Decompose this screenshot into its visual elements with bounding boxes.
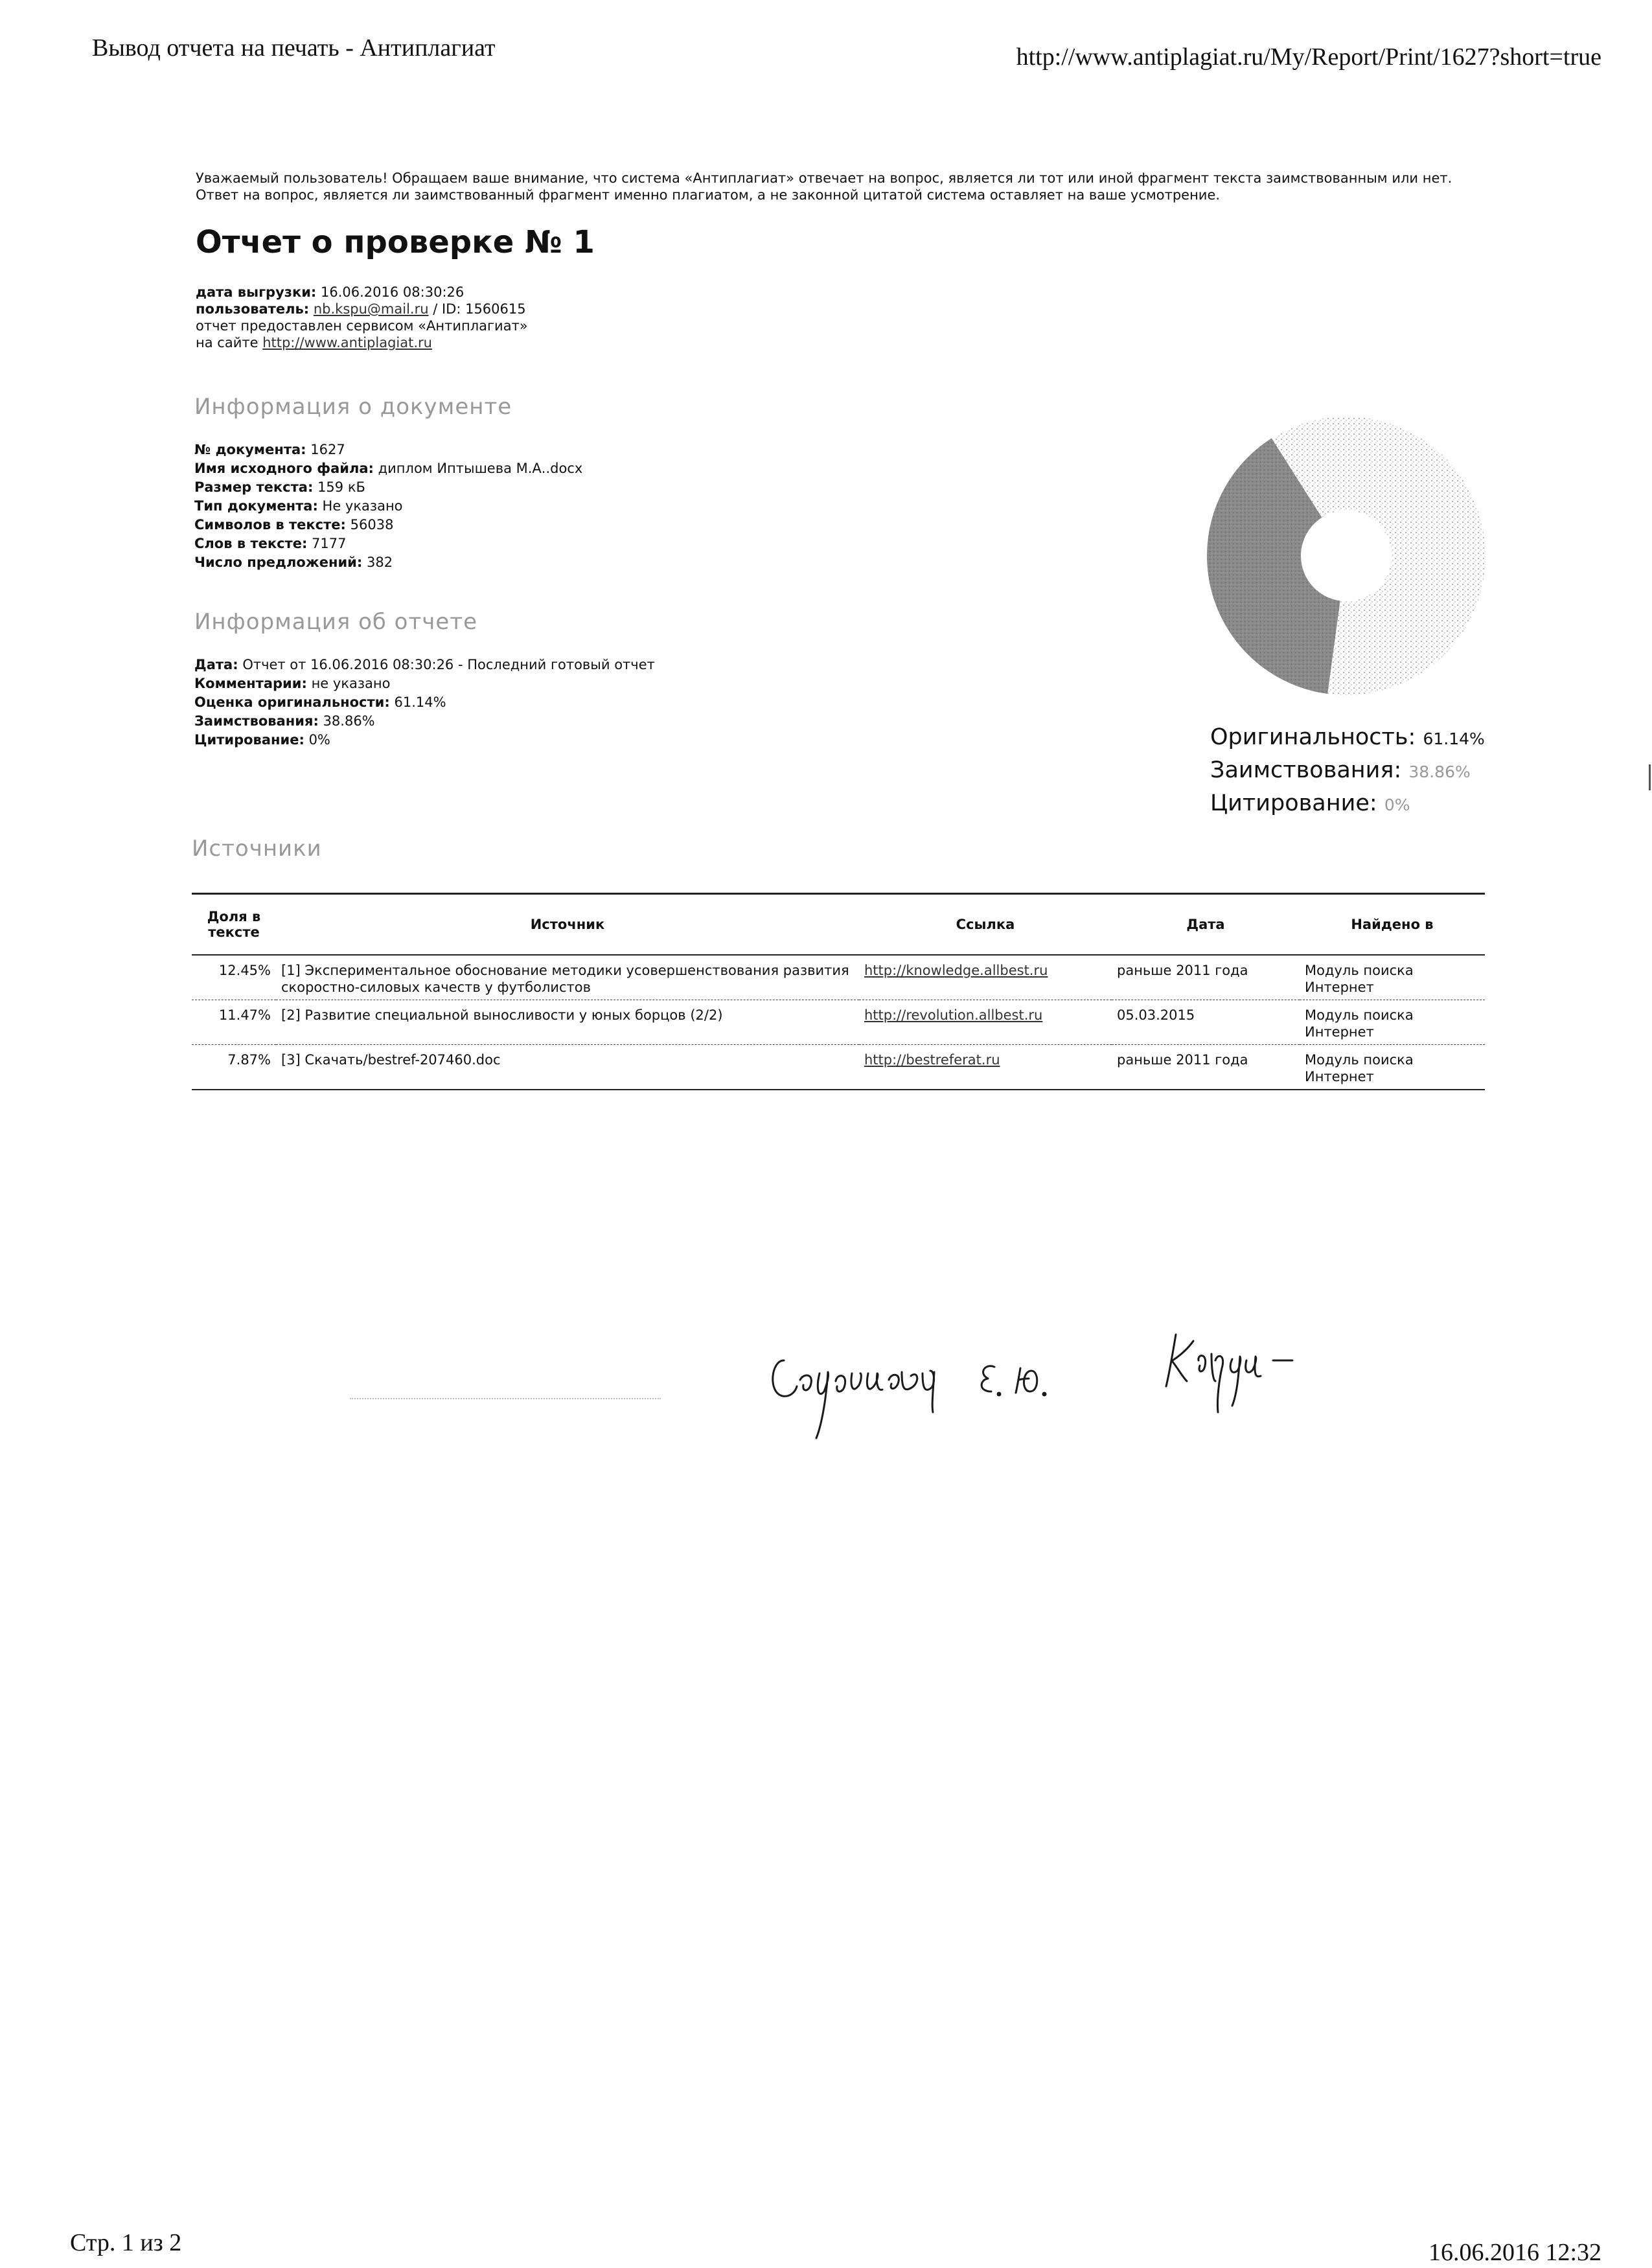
legend-originality-label: Оригинальность: <box>1210 724 1416 750</box>
doc-info-row <box>194 534 582 553</box>
doc-info-row <box>194 459 582 478</box>
doc-info-value: 56038 <box>350 517 394 533</box>
provided-prefix: на сайте <box>196 335 258 350</box>
cell-share: 11.47% <box>192 1000 276 1045</box>
cell-date: раньше 2011 года <box>1112 955 1300 1000</box>
doc-info-row <box>194 441 582 459</box>
report-info-value: 61.14% <box>394 694 446 710</box>
sources-header-row <box>192 894 1485 956</box>
report-info-row <box>194 674 655 693</box>
doc-info-label: Число предложений: <box>194 555 363 570</box>
table-row <box>192 1000 1485 1045</box>
scan-artifact-line <box>350 1398 661 1401</box>
report-info-heading: Информация об отчете <box>194 609 478 635</box>
handwritten-signature <box>764 1309 1425 1445</box>
report-info-label: Оценка оригинальности: <box>194 694 390 710</box>
scan-edge-mark <box>1649 764 1651 790</box>
doc-info-value: 1627 <box>310 442 345 457</box>
legend-citation <box>1210 788 1485 821</box>
user-id: / ID: 1560615 <box>433 301 526 317</box>
pie-slices <box>1207 417 1486 695</box>
doc-info-label: Размер текста: <box>194 479 314 495</box>
doc-info-list <box>194 441 582 572</box>
report-info-value: 0% <box>308 732 330 748</box>
report-meta <box>196 284 528 351</box>
report-title: Отчет о проверке № 1 <box>196 224 595 260</box>
cell-link[interactable]: http://knowledge.allbest.ru <box>864 963 1048 978</box>
print-header-title: Вывод отчета на печать - Антиплагиат <box>92 34 496 62</box>
col-source: Источник <box>276 894 859 956</box>
originality-pie-chart <box>1197 407 1495 705</box>
notice-text: Уважаемый пользователь! Обращаем ваше внимание, что система «Антиплагиат» отвечает на вопрос, является ли тот или иной фрагмент текста заимствованным или нет. Ответ на вопрос, является ли заимствованный фрагмент именно плагиатом, а не законной цитатой система оставляет на ваше усмотрение. <box>196 170 1452 203</box>
report-info-label: Цитирование: <box>194 732 304 748</box>
cell-date: раньше 2011 года <box>1112 1045 1300 1090</box>
table-row <box>192 955 1485 1000</box>
provided-site-row <box>196 334 528 351</box>
table-row <box>192 1045 1485 1090</box>
report-info-label: Заимствования: <box>194 713 319 729</box>
report-info-row <box>194 712 655 731</box>
pie-svg <box>1197 407 1495 705</box>
pie-legend <box>1210 722 1485 821</box>
legend-borrowing <box>1210 755 1485 788</box>
print-footer-page: Стр. 1 из 2 <box>70 2229 182 2256</box>
sources-table <box>192 893 1485 1090</box>
signature-drawing <box>764 1309 1425 1445</box>
legend-borrowing-value: 38.86% <box>1408 762 1471 781</box>
report-info-label: Комментарии: <box>194 676 307 691</box>
cell-link[interactable]: http://bestreferat.ru <box>864 1052 1000 1068</box>
doc-info-value: Не указано <box>322 498 403 514</box>
legend-borrowing-label: Заимствования: <box>1210 757 1402 783</box>
cell-share: 7.87% <box>192 1045 276 1090</box>
print-header-url: http://www.antiplagiat.ru/My/Report/Print/1627?short=true <box>1016 43 1601 71</box>
print-footer-datetime: 16.06.2016 12:32 <box>1428 2239 1601 2266</box>
user-row <box>196 301 528 317</box>
doc-info-row <box>194 497 582 516</box>
export-date-label: дата выгрузки: <box>196 284 317 300</box>
doc-info-value: 7177 <box>312 536 347 551</box>
col-share: Доля в тексте <box>192 894 276 956</box>
cell-source: [3] Скачать/bestref-207460.doc <box>276 1045 859 1090</box>
report-info-label: Дата: <box>194 657 238 672</box>
user-email-link[interactable]: nb.kspu@mail.ru <box>313 301 429 317</box>
legend-originality-value: 61.14% <box>1423 729 1485 748</box>
doc-info-value: диплом Иптышева М.А..docx <box>378 461 583 476</box>
doc-info-value: 382 <box>366 555 393 570</box>
doc-info-label: Символов в тексте: <box>194 517 346 533</box>
report-info-row <box>194 731 655 750</box>
doc-info-label: № документа: <box>194 442 306 457</box>
doc-info-label: Слов в тексте: <box>194 536 308 551</box>
cell-link[interactable]: http://revolution.allbest.ru <box>864 1007 1043 1023</box>
cell-date: 05.03.2015 <box>1112 1000 1300 1045</box>
report-info-list <box>194 656 655 750</box>
cell-share: 12.45% <box>192 955 276 1000</box>
report-info-value: не указано <box>311 676 391 691</box>
export-date-value: 16.06.2016 08:30:26 <box>321 284 465 300</box>
cell-found: Модуль поиска Интернет <box>1300 1045 1485 1090</box>
doc-info-heading: Информация о документе <box>194 394 512 420</box>
col-date: Дата <box>1112 894 1300 956</box>
cell-found: Модуль поиска Интернет <box>1300 955 1485 1000</box>
cell-source: [1] Экспериментальное обоснование методики усовершенствования развития скоростно-силовых качеств у футболистов <box>276 955 859 1000</box>
doc-info-value: 159 кБ <box>317 479 365 495</box>
doc-info-row <box>194 553 582 572</box>
report-info-row <box>194 693 655 712</box>
provided-line: отчет предоставлен сервисом «Антиплагиат» <box>196 318 528 334</box>
report-info-value: 38.86% <box>323 713 375 729</box>
cell-found: Модуль поиска Интернет <box>1300 1000 1485 1045</box>
user-label: пользователь: <box>196 301 310 317</box>
doc-info-label: Тип документа: <box>194 498 318 514</box>
doc-info-label: Имя исходного файла: <box>194 461 374 476</box>
export-date-row <box>196 284 528 301</box>
col-link: Ссылка <box>859 894 1112 956</box>
report-info-row <box>194 656 655 674</box>
doc-info-row <box>194 516 582 534</box>
legend-citation-value: 0% <box>1384 796 1410 814</box>
provided-site-link[interactable]: http://www.antiplagiat.ru <box>262 335 432 350</box>
legend-originality <box>1210 722 1485 755</box>
sources-heading: Источники <box>192 836 322 862</box>
legend-citation-label: Цитирование: <box>1210 790 1377 816</box>
doc-info-row <box>194 478 582 497</box>
col-found: Найдено в <box>1300 894 1485 956</box>
cell-source: [2] Развитие специальной выносливости у юных борцов (2/2) <box>276 1000 859 1045</box>
report-info-value: Отчет от 16.06.2016 08:30:26 - Последний готовый отчет <box>242 657 655 672</box>
